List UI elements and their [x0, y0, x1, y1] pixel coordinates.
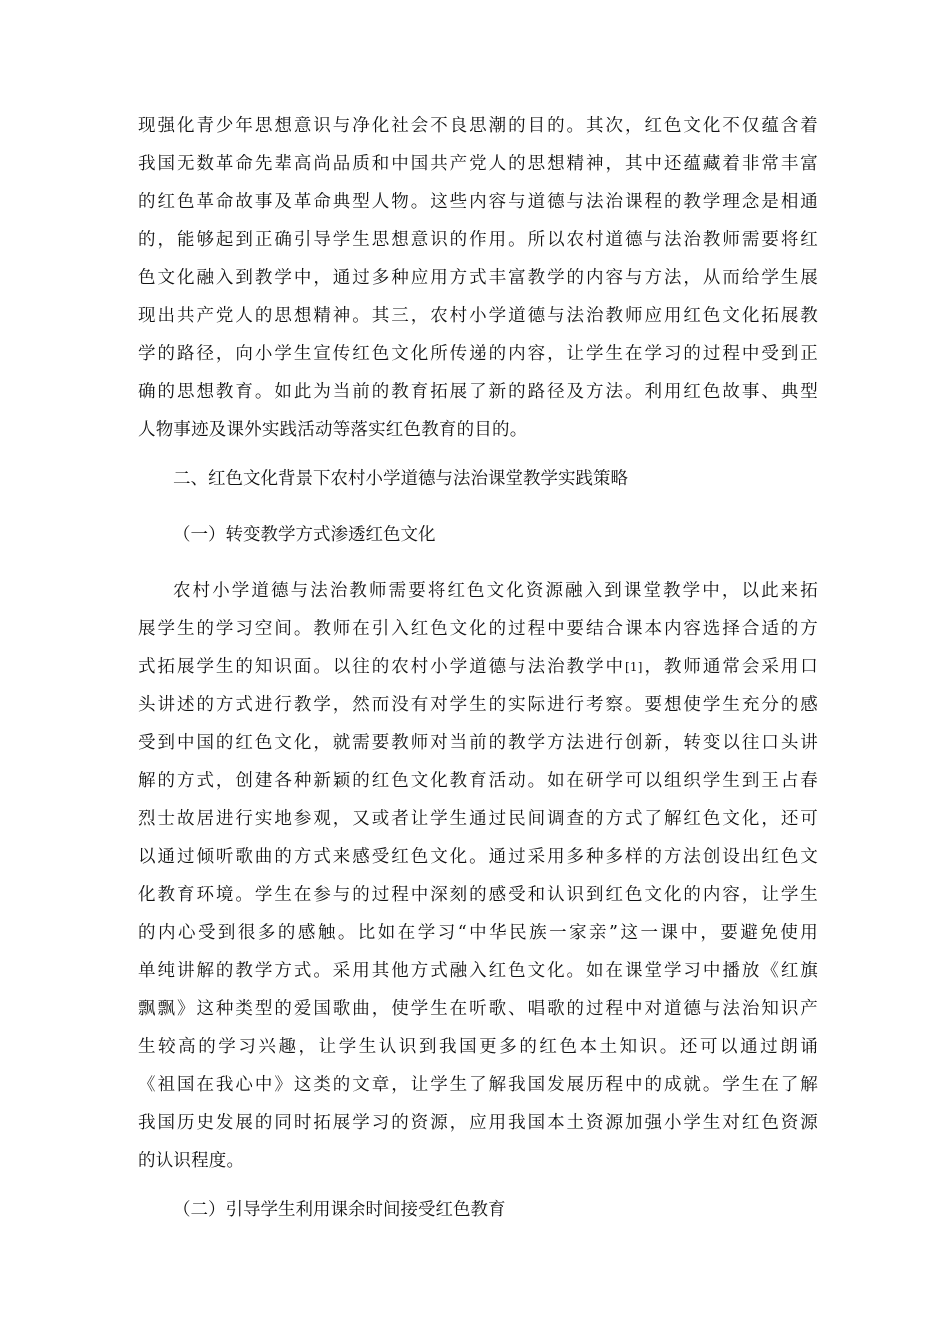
text-line: 以通过倾听歌曲的方式来感受红色文化。通过采用多种多样的方法创设出红色文: [138, 847, 818, 867]
text-span: ，教师通常会采用口: [642, 657, 818, 677]
subsection-heading-1: （一）转变教学方式渗透红色文化: [173, 525, 436, 545]
subsection-heading-2: （二）引导学生利用课余时间接受红色教育: [173, 1200, 506, 1220]
citation-ref: [1]: [625, 660, 643, 674]
text-line: 人物事迹及课外实践活动等落实红色教育的目的。: [138, 420, 528, 440]
section-heading: 二、红色文化背景下农村小学道德与法治课堂教学实践策略: [173, 469, 628, 489]
text-line: 烈士故居进行实地参观，又或者让学生通过民间调查的方式了解红色文化，还可: [138, 809, 818, 829]
text-line: 化教育环境。学生在参与的过程中深刻的感受和认识到红色文化的内容，让学生: [138, 885, 818, 905]
text-line: 的内心受到很多的感触。比如在学习“中华民族一家亲”这一课中，要避免使用: [138, 923, 818, 943]
text-span: 式拓展学生的知识面。以往的农村小学道德与法治教学中: [138, 657, 626, 677]
text-line: 的红色革命故事及革命典型人物。这些内容与道德与法治课程的教学理念是相通: [138, 192, 818, 212]
text-line: 飘飘》这种类型的爱国歌曲，使学生在听歌、唱歌的过程中对道德与法治知识产: [138, 999, 818, 1019]
text-line: 我国无数革命先辈高尚品质和中国共产党人的思想精神，其中还蕴藏着非常丰富: [138, 154, 818, 174]
text-line: 我国历史发展的同时拓展学习的资源，应用我国本土资源加强小学生对红色资源: [138, 1113, 818, 1133]
text-line: 展学生的学习空间。教师在引入红色文化的过程中要结合课本内容选择合适的方: [138, 619, 818, 639]
text-line: 《祖国在我心中》这类的文章，让学生了解我国发展历程中的成就。学生在了解: [138, 1075, 818, 1095]
text-line: 现强化青少年思想意识与净化社会不良思潮的目的。其次，红色文化不仅蕴含着: [138, 116, 818, 136]
text-line: 的认识程度。: [138, 1151, 245, 1171]
text-line: 学的路径，向小学生宣传红色文化所传递的内容，让学生在学习的过程中受到正: [138, 344, 818, 364]
text-line: 现出共产党人的思想精神。其三，农村小学道德与法治教师应用红色文化拓展教: [138, 306, 818, 326]
text-line: 色文化融入到教学中，通过多种应用方式丰富教学的内容与方法，从而给学生展: [138, 268, 818, 288]
text-line: 受到中国的红色文化，就需要教师对当前的教学方法进行创新，转变以往口头讲: [138, 733, 818, 753]
text-line: [138, 655, 818, 679]
text-line: 解的方式，创建各种新颖的红色文化教育活动。如在研学可以组织学生到王占春: [138, 771, 818, 791]
text-line: 头讲述的方式进行教学，然而没有对学生的实际进行考察。要想使学生充分的感: [138, 695, 818, 715]
text-line: 单纯讲解的教学方式。采用其他方式融入红色文化。如在课堂学习中播放《红旗: [138, 961, 818, 981]
text-line: 的，能够起到正确引导学生思想意识的作用。所以农村道德与法治教师需要将红: [138, 230, 818, 250]
text-line: 生较高的学习兴趣，让学生认识到我国更多的红色本土知识。还可以通过朗诵: [138, 1037, 818, 1057]
text-line: 农村小学道德与法治教师需要将红色文化资源融入到课堂教学中，以此来拓: [173, 581, 818, 601]
text-line: 确的思想教育。如此为当前的教育拓展了新的路径及方法。利用红色故事、典型: [138, 382, 818, 402]
